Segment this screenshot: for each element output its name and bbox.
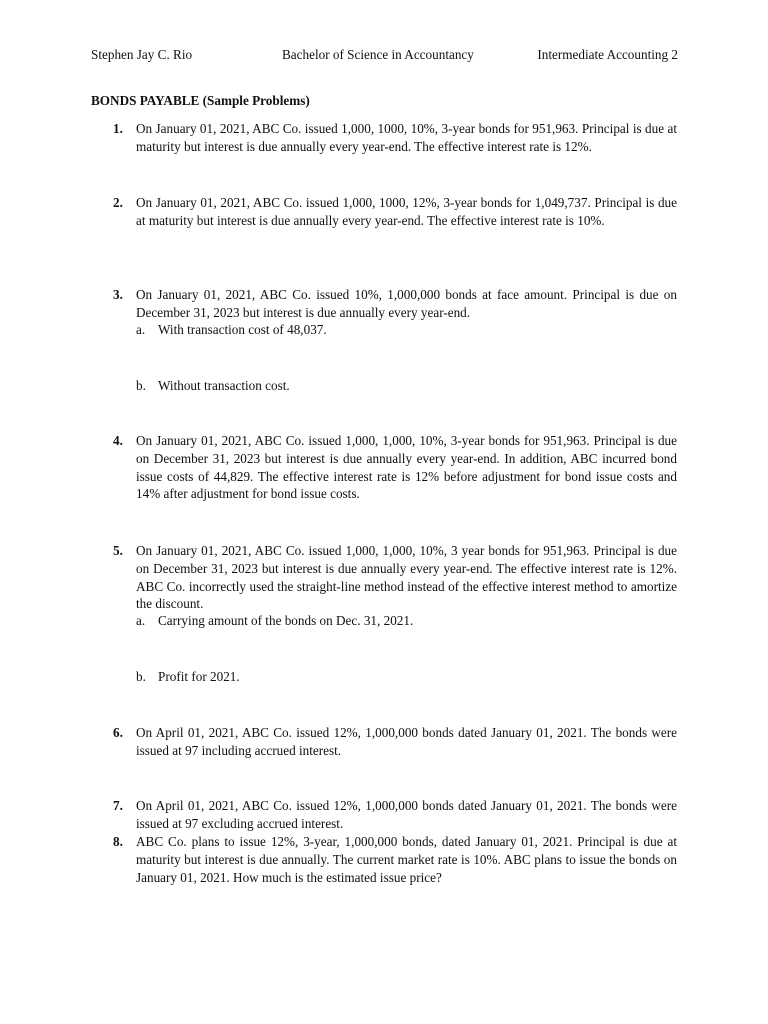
page-header	[91, 46, 678, 64]
problem-number: 7.	[113, 798, 123, 813]
program-name: Bachelor of Science in Accountancy	[282, 47, 474, 62]
subitem	[136, 668, 676, 686]
subitem	[136, 377, 676, 395]
problem-text: On January 01, 2021, ABC Co. issued 10%, 1,000,000 bonds at face amount. Principal is due on December 31, 2023 but interest is due annually every year-end.	[136, 287, 677, 320]
problem-text: On April 01, 2021, ABC Co. issued 12%, 1,000,000 bonds dated January 01, 2021. The bonds were issued at 97 excluding accrued interest.	[136, 798, 677, 831]
problem-item	[91, 542, 677, 613]
problem-item	[91, 833, 677, 886]
problem-text: On January 01, 2021, ABC Co. issued 1,000, 1,000, 10%, 3 year bonds for 951,963. Principal is due on December 31, 2023 but interest is due annually every year-end. The effective interest rate is 12%. ABC Co. incorrectly used the straight-line method instead of the effective interest method to amortize the discount.	[136, 543, 677, 612]
subitem-text: Profit for 2021.	[158, 669, 240, 684]
problem-number: 3.	[113, 287, 123, 302]
course-name: Intermediate Accounting 2	[537, 47, 678, 62]
subitem-letter: b.	[136, 669, 146, 684]
problem-text: On April 01, 2021, ABC Co. issued 12%, 1,000,000 bonds dated January 01, 2021. The bonds were issued at 97 including accrued interest.	[136, 725, 677, 758]
subitem-text: Carrying amount of the bonds on Dec. 31, 2021.	[158, 613, 414, 628]
problem-number: 8.	[113, 834, 123, 849]
problem-number: 1.	[113, 121, 123, 136]
subitem	[136, 612, 676, 630]
problem-number: 6.	[113, 725, 123, 740]
subitem-letter: b.	[136, 378, 146, 393]
problem-item	[91, 120, 677, 156]
subitem-letter: a.	[136, 613, 146, 628]
problem-text: On January 01, 2021, ABC Co. issued 1,000, 1000, 12%, 3-year bonds for 1,049,737. Principal is due at maturity but interest is due annually every year-end. The effective interest rate is 10%.	[136, 195, 677, 228]
document-title: BONDS PAYABLE (Sample Problems)	[91, 93, 310, 108]
problem-item	[91, 194, 677, 230]
problem-item	[91, 797, 677, 833]
problem-number: 4.	[113, 433, 123, 448]
subitem-letter: a.	[136, 322, 146, 337]
problem-text: ABC Co. plans to issue 12%, 3-year, 1,000,000 bonds, dated January 01, 2021. Principal is due at maturity but interest is due annually. The current market rate is 10%. ABC plans to issue the bonds on January 01, 2021. How much is the estimated issue price?	[136, 834, 677, 885]
problem-number: 2.	[113, 195, 123, 210]
problem-item	[91, 286, 677, 322]
problem-item	[91, 724, 677, 760]
subitem-text: With transaction cost of 48,037.	[158, 322, 327, 337]
problem-number: 5.	[113, 543, 123, 558]
author-name: Stephen Jay C. Rio	[91, 47, 193, 62]
problem-item	[91, 432, 677, 503]
problem-text: On January 01, 2021, ABC Co. issued 1,000, 1000, 10%, 3-year bonds for 951,963. Principal is due at maturity but interest is due annually every year-end. The effective interest rate is 12%.	[136, 121, 677, 154]
subitem-text: Without transaction cost.	[158, 378, 290, 393]
subitem	[136, 321, 676, 339]
problem-text: On January 01, 2021, ABC Co. issued 1,000, 1,000, 10%, 3-year bonds for 951,963. Principal is due on December 31, 2023 but interest is due annually every year-end. In addition, ABC incurred bond issue costs of 44,829. The effective interest rate is 12% before adjustment for bond issue costs and 14% after adjustment for bond issue costs.	[136, 433, 677, 502]
